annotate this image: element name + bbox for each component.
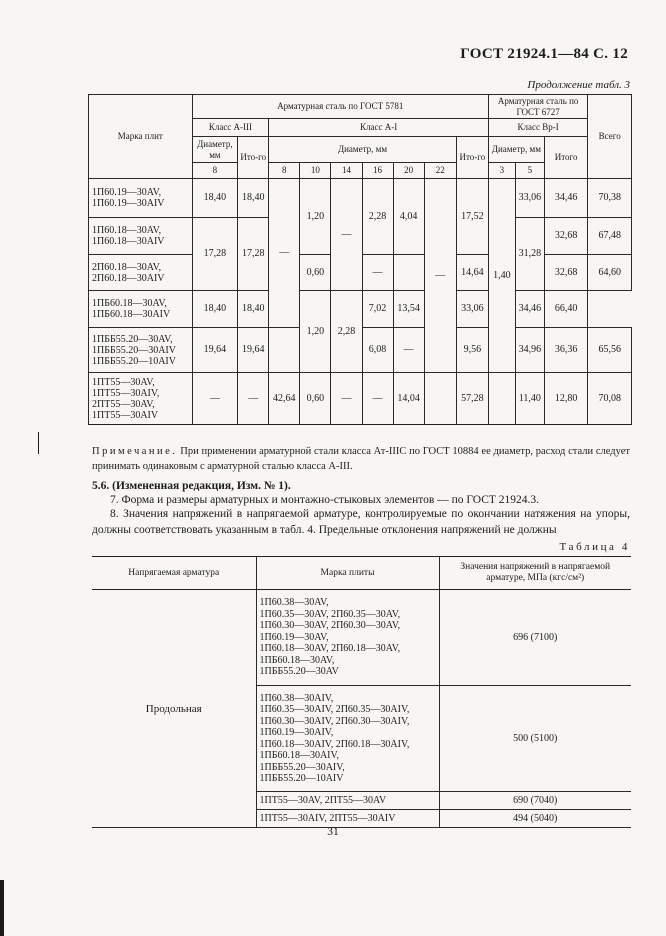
cell: 1,20	[300, 179, 331, 255]
cell	[488, 373, 515, 425]
col-head-d22: 22	[424, 163, 456, 179]
col-head-mark: Марка плиты	[256, 557, 439, 590]
cell: —	[362, 255, 393, 291]
cell: 6,08	[362, 328, 393, 373]
cell: 34,96	[515, 328, 544, 373]
mark-list: 1П60.38—30AV, 1П60.35—30AV, 2П60.35—30AV, 1П60.30—30AV, 2П60.30—30AV, 1П60.19—30AV, 1П60.18—30AV, 2П60.18—30AV, 1ПБ60.18—30AV, 1ПББ55.20—30AV	[256, 590, 439, 686]
cell: 14,04	[393, 373, 424, 425]
table-continuation-label: Продолжение табл. 3	[527, 79, 630, 91]
cell: 19,64	[238, 328, 269, 373]
stress-value: 494 (5040)	[439, 810, 631, 828]
cell: 1,20	[300, 291, 331, 373]
col-head-class-a3: Класс А-III	[192, 119, 269, 137]
table-3	[88, 94, 632, 425]
col-head-itogo: Ито-го	[456, 137, 488, 179]
cell: 18,40	[192, 179, 238, 218]
cell: 7,02	[362, 291, 393, 328]
col-head-itogo: Итого	[544, 137, 588, 179]
cell: 70,08	[588, 373, 632, 425]
cell: 67,48	[588, 218, 632, 255]
row-mark: 1ПББ55.20—30AV, 1ПББ55.20—30AIV 1ПББ55.20—10AIV	[89, 328, 193, 373]
row-mark: 1П60.19—30AV, 1П60.19—30AIV	[89, 179, 193, 218]
row-mark: 1ПТ55—30AV, 1ПТ55—30AIV, 2ПТ55—30AV, 1ПТ55—30AIV	[89, 373, 193, 425]
col-head-diameter: Диаметр, мм	[269, 137, 457, 163]
cell: 17,28	[192, 218, 238, 291]
mark-list: 1П60.38—30AIV, 1П60.35—30AIV, 2П60.35—30AIV, 1П60.30—30AIV, 2П60.30—30AIV, 1П60.19—30AIV, 1П60.18—30AIV, 2П60.18—30AIV, 1ПБ60.18—30AIV, 1ПББ55.20—30AIV, 1ПББ55.20—10AIV	[256, 686, 439, 792]
cell: 64,60	[588, 255, 632, 291]
cell: 9,56	[456, 328, 488, 373]
stress-value: 690 (7040)	[439, 792, 631, 810]
col-head-d8: 8	[269, 163, 300, 179]
cell: 34,46	[515, 291, 544, 328]
row-mark: 1ПБ60.18—30AV, 1ПБ60.18—30AIV	[89, 291, 193, 328]
table-4-caption: Таблица 4	[559, 541, 630, 553]
row-mark: 2П60.18—30AV, 2П60.18—30AIV	[89, 255, 193, 291]
cell: —	[192, 373, 238, 425]
col-head-d14: 14	[331, 163, 362, 179]
cell: 4,04	[393, 179, 424, 255]
note-label: Примечание.	[92, 446, 178, 457]
cell: —	[331, 373, 362, 425]
mark-list: 1ПТ55—30AV, 2ПТ55—30AV	[256, 792, 439, 810]
scan-margin-mark	[38, 432, 39, 454]
col-head-d16: 16	[362, 163, 393, 179]
cell: —	[331, 179, 362, 291]
paragraph-8: 8. Значения напряжений в напрягаемой арматуре, контролируемые по окончании натяжения на упоры, должны соответствовать указанным в табл. 4. Предельные отклонения напряжений не должны	[92, 508, 630, 536]
cell: 42,64	[269, 373, 300, 425]
cell: 34,46	[544, 179, 588, 218]
col-head-gost5781: Арматурная сталь по ГОСТ 5781	[192, 95, 488, 119]
col-head-gost6727: Арматурная сталь по ГОСТ 6727	[488, 95, 587, 119]
cell: 31,28	[515, 218, 544, 291]
col-head-diameter: Диаметр, мм	[192, 137, 238, 163]
paragraph-5-6: 5.6. (Измененная редакция, Изм. № 1).	[92, 480, 291, 492]
stress-value: 696 (7100)	[439, 590, 631, 686]
col-head-d8: 8	[192, 163, 238, 179]
stress-value: 500 (5100)	[439, 686, 631, 792]
page-number: 31	[327, 826, 339, 838]
cell: 18,40	[238, 291, 269, 328]
cell: 57,28	[456, 373, 488, 425]
cell	[393, 255, 424, 291]
col-head-diameter: Диаметр, мм	[488, 137, 544, 163]
cell: —	[424, 179, 456, 373]
col-head-total: Всего	[588, 95, 632, 179]
col-head-class-a1: Класс А-I	[269, 119, 489, 137]
row-mark: 1П60.18—30AV, 1П60.18—30AIV	[89, 218, 193, 255]
mark-list: 1ПТ55—30AIV, 2ПТ55—30AIV	[256, 810, 439, 828]
cell	[424, 373, 456, 425]
armature-kind: Продольная	[92, 590, 256, 828]
cell: —	[393, 328, 424, 373]
col-head-d10: 10	[300, 163, 331, 179]
col-head-armature: Напрягаемая арматура	[92, 557, 256, 590]
cell: 2,28	[362, 179, 393, 255]
col-head-class-vr1: Класс Вр-I	[488, 119, 587, 137]
paragraph-7: 7. Форма и размеры арматурных и монтажно-стыковых элементов — по ГОСТ 21924.3.	[110, 494, 540, 506]
cell: 13,54	[393, 291, 424, 328]
cell: 2,28	[331, 291, 362, 373]
cell: 12,80	[544, 373, 588, 425]
cell: 65,56	[588, 328, 632, 373]
col-head-value: Значения напряжений в напрягаемой арматуре, МПа (кгс/см²)	[439, 557, 631, 590]
cell: 0,60	[300, 255, 331, 291]
cell: 18,40	[192, 291, 238, 328]
cell: 33,06	[456, 291, 488, 328]
col-head-itogo: Ито-го	[238, 137, 269, 179]
cell: —	[269, 179, 300, 328]
cell: 19,64	[192, 328, 238, 373]
cell: —	[362, 373, 393, 425]
scan-edge-mark	[0, 880, 4, 936]
cell: 18,40	[238, 179, 269, 218]
cell: 14,64	[456, 255, 488, 291]
cell: 17,52	[456, 179, 488, 255]
page-header: ГОСТ 21924.1—84 С. 12	[460, 46, 628, 62]
cell: 32,68	[544, 255, 588, 291]
cell: 33,06	[515, 179, 544, 218]
col-head-d3: 3	[488, 163, 515, 179]
col-head-d20: 20	[393, 163, 424, 179]
col-head-mark: Марка плит	[89, 95, 193, 179]
cell: 1,40	[488, 179, 515, 373]
cell: 70,38	[588, 179, 632, 218]
table-note	[92, 444, 630, 474]
cell: 0,60	[300, 373, 331, 425]
cell: —	[238, 373, 269, 425]
note-text: При применении арматурной стали класса Ат-IIIС по ГОСТ 10884 ее диаметр, расход стали следует принимать одинаковым с арматурной сталью класса А-III.	[92, 446, 630, 472]
cell	[269, 328, 300, 373]
cell: 11,40	[515, 373, 544, 425]
cell: 66,40	[544, 291, 588, 328]
cell: 36,36	[544, 328, 588, 373]
cell: 32,68	[544, 218, 588, 255]
table-4	[92, 556, 631, 828]
cell: 17,28	[238, 218, 269, 291]
col-head-d5: 5	[515, 163, 544, 179]
